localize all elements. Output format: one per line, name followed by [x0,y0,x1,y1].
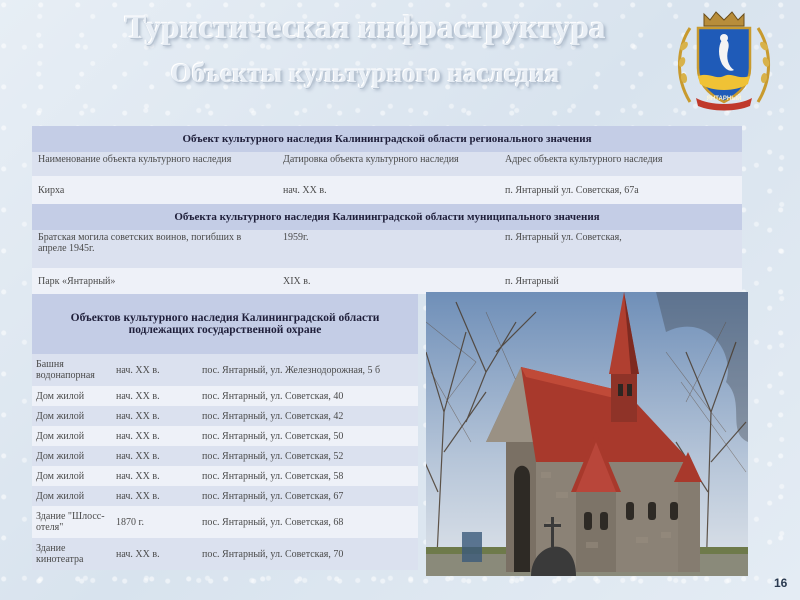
cell-name: Парк «Янтарный» [32,268,277,294]
cell-date: 1870 г. [112,506,198,538]
cell-date: нач. XX в. [277,176,499,204]
church-illustration [426,292,748,576]
cell-date: 1959г. [277,230,499,268]
column-header-address: Адрес объекта культурного наследия [499,152,742,176]
cell-date: нач. XX в. [112,426,198,446]
cell-address: пос. Янтарный, ул. Советская, 68 [198,506,418,538]
regional-table-heading: Объект культурного наследия Калининградской области регионального значения [32,126,742,152]
cell-name: Дом жилой [32,446,112,466]
table-row [32,486,418,506]
table-row [32,268,742,294]
cell-name: Дом жилой [32,386,112,406]
cell-address: пос. Янтарный, ул. Советская, 58 [198,466,418,486]
protected-table-heading: Объектов культурного наследия Калининградской области подлежащих государственной охране [32,294,418,354]
cell-name: Здание кинотеатра [32,538,112,570]
cell-name: Дом жилой [32,486,112,506]
cell-name: Здание "Шлосс-отеля" [32,506,112,538]
cell-date: нач. XX в. [112,538,198,570]
municipal-table-heading: Объекта культурного наследия Калининградской области муниципального значения [32,204,742,230]
cell-name: Дом жилой [32,426,112,446]
cell-name: Башня водонапорная [32,354,112,386]
cell-date: нач. XX в. [112,354,198,386]
cell-date: нач. XX в. [112,446,198,466]
table-row [32,426,418,446]
cell-address: пос. Янтарный, ул. Советская, 50 [198,426,418,446]
cell-address: п. Янтарный ул. Советская, 67а [499,176,742,204]
table-row [32,176,742,204]
table-row [32,538,418,570]
page-number: 16 [774,576,788,590]
heritage-regional-municipal-table [32,126,742,294]
table-row [32,354,418,386]
cell-address: пос. Янтарный, ул. Советская, 42 [198,406,418,426]
cell-address: пос. Янтарный, ул. Советская, 70 [198,538,418,570]
table-row [32,386,418,406]
table-row [32,446,418,466]
cell-address: пос. Янтарный, ул. Железнодорожная, 5 б [198,354,418,386]
table-row [32,230,742,268]
cell-date: нач. XX в. [112,466,198,486]
cell-address: пос. Янтарный, ул. Советская, 40 [198,386,418,406]
protected-objects-table [32,294,418,570]
slide-title: Туристическая инфраструктура [124,10,606,46]
church-photo [426,292,748,576]
column-header-name: Наименование объекта культурного наследия [32,152,277,176]
cell-address: п. Янтарный [499,268,742,294]
slide-subtitle: Объекты культурного наследия [170,58,560,88]
cell-address: пос. Янтарный, ул. Советская, 52 [198,446,418,466]
emblem-ribbon-label: ЯНТАРНЫЙ [706,96,742,102]
cell-name: Дом жилой [32,466,112,486]
cell-date: нач. XX в. [112,406,198,426]
cell-address: п. Янтарный ул. Советская, [499,230,742,268]
cell-name: Братская могила советских воинов, погибших в апреле 1945г. [32,230,277,268]
cell-date: нач. XX в. [112,486,198,506]
column-header-date: Датировка объекта культурного наследия [277,152,499,176]
table-row [32,466,418,486]
cell-date: нач. XX в. [112,386,198,406]
cell-address: пос. Янтарный, ул. Советская, 67 [198,486,418,506]
table-row [32,406,418,426]
table-row [32,506,418,538]
cell-name: Кирха [32,176,277,204]
cell-name: Дом жилой [32,406,112,426]
cell-date: XIX в. [277,268,499,294]
